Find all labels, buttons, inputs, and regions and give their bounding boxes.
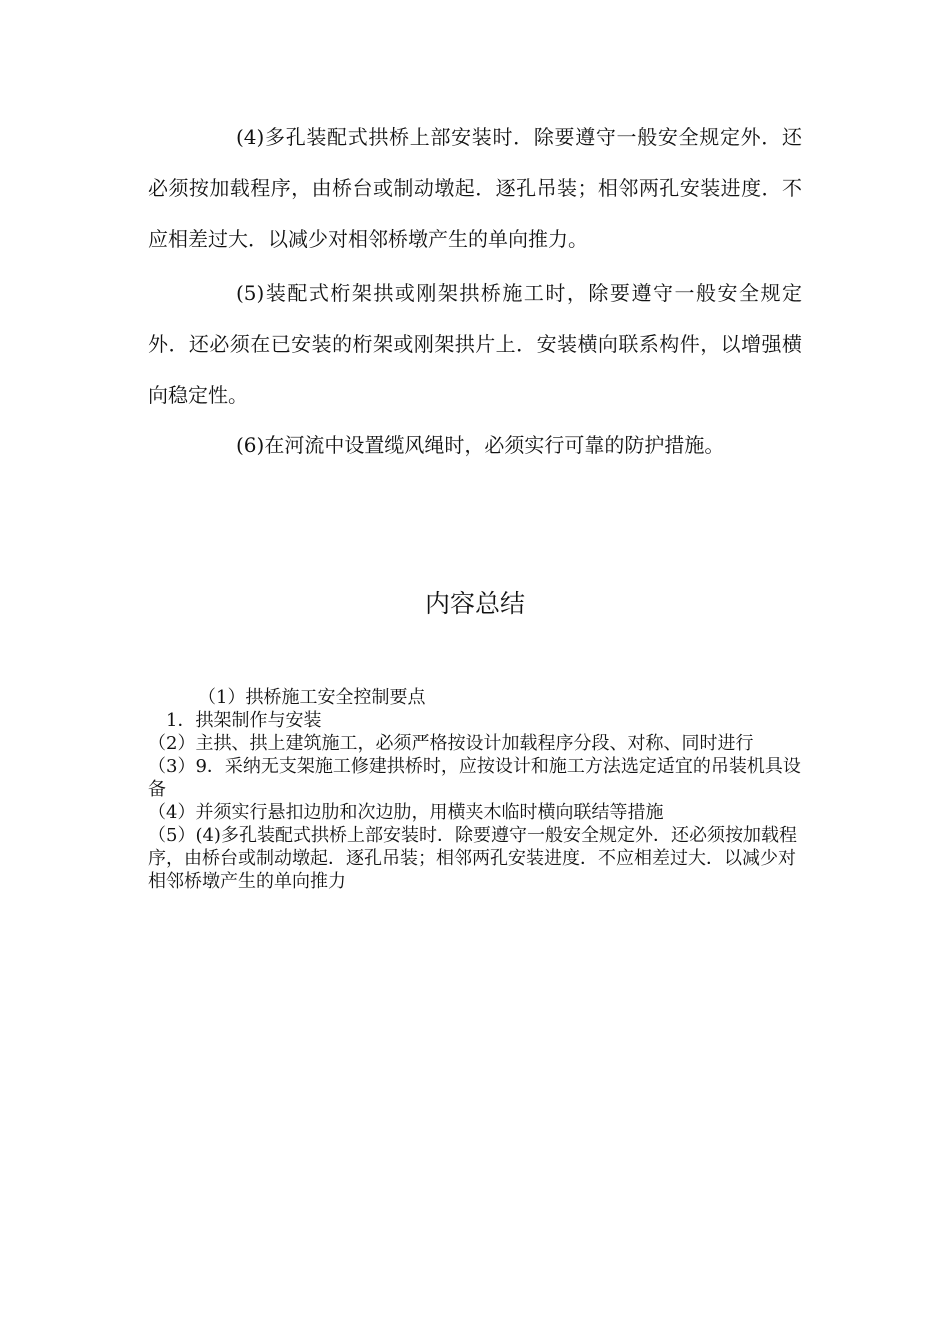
paragraph-item-4: (4)多孔装配式拱桥上部安装时．除要遵守一般安全规定外．还必须按加载程序，由桥台或制动墩起．逐孔吊装；相邻两孔安装进度．不应相差过大．以减少对相邻桥墩产生的单向推力。	[148, 125, 802, 251]
summary-item-4: （3）9．采纳无支架施工修建拱桥时，应按设计和施工方法选定适宜的吊装机具设备	[148, 756, 801, 800]
summary-item-5: （4）并须实行悬扣边肋和次边肋，用横夹木临时横向联结等措施	[148, 802, 664, 823]
summary-item-3: （2）主拱、拱上建筑施工，必须严格按设计加载程序分段、对称、同时进行	[148, 733, 754, 754]
summary-title: 内容总结	[424, 589, 525, 618]
paragraph-item-6: (6)在河流中设置缆风绳时，必须实行可靠的防护措施。	[236, 433, 725, 457]
summary-item-1: （1）拱桥施工安全控制要点	[198, 687, 426, 708]
paragraph-item-5: (5)装配式桁架拱或刚架拱桥施工时，除要遵守一般安全规定外．还必须在已安装的桁架或刚架拱片上．安装横向联系构件，以增强横向稳定性。	[148, 281, 802, 407]
summary-item-6: （5）(4)多孔装配式拱桥上部安装时．除要遵守一般安全规定外．还必须按加载程序，由桥台或制动墩起．逐孔吊装；相邻两孔安装进度．不应相差过大．以减少对相邻桥墩产生的单向推力	[148, 825, 797, 892]
summary-list	[148, 686, 802, 893]
summary-item-2: 1．拱架制作与安装	[166, 710, 322, 731]
